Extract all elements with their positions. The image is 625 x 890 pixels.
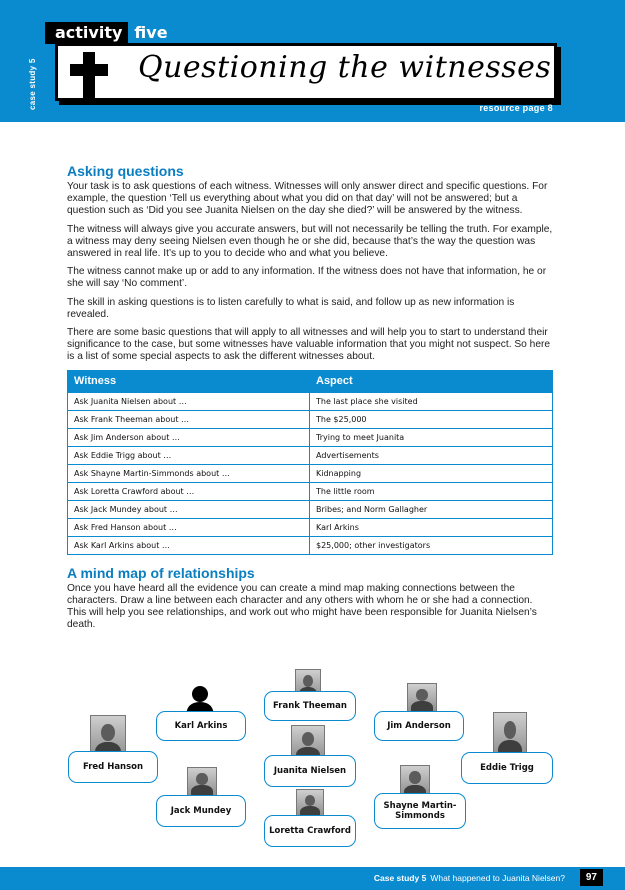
footer-band xyxy=(0,867,625,890)
aspect-cell: Trying to meet Juanita xyxy=(310,428,553,446)
mind-map xyxy=(0,675,625,850)
footer-text xyxy=(374,873,565,883)
footer-case: Case study 5 xyxy=(373,873,427,883)
node-jack-mundey: Jack Mundey xyxy=(156,795,246,827)
activity-number: five xyxy=(128,22,173,44)
table-row xyxy=(68,536,553,554)
footer-subtitle: What happened to Juanita Nielsen? xyxy=(430,873,565,883)
witness-table xyxy=(67,370,553,555)
aspect-cell: Bribes; and Norm Gallagher xyxy=(310,500,553,518)
table-row xyxy=(68,482,553,500)
witness-cell: Ask Loretta Crawford about … xyxy=(68,482,310,500)
aspect-cell: Kidnapping xyxy=(310,464,553,482)
witness-cell: Ask Karl Arkins about … xyxy=(68,536,310,554)
loretta-crawford-photo xyxy=(296,789,324,817)
paragraph: The witness will always give you accurate answers, but will not necessarily be telling the truth. For example, a witness may deny seeing Nielsen even though he or she did, because that’s the way the question was answered in real life. It’s up to you to decide who and what you believe. xyxy=(67,223,553,260)
table-row xyxy=(68,392,553,410)
case-study-side-label: case study 5 xyxy=(28,58,37,110)
table-row xyxy=(68,518,553,536)
table-row xyxy=(68,464,553,482)
witness-cell: Ask Jim Anderson about … xyxy=(68,428,310,446)
node-frank-theeman: Frank Theeman xyxy=(264,691,356,721)
paragraph: Your task is to ask questions of each witness. Witnesses will only answer direct and specific questions. For example, the question ‘Tell us everything about what you did on that day’ will not be answered; but a question such as ‘Did you see Juanita Nielsen on the day she died?’ will be answered by the witness. xyxy=(67,181,548,217)
title-box xyxy=(55,43,557,101)
node-loretta-crawford: Loretta Crawford xyxy=(264,815,356,847)
asking-questions-heading: Asking questions xyxy=(67,163,184,179)
mind-map-heading: A mind map of relationships xyxy=(67,564,255,581)
jack-mundey-photo xyxy=(187,767,217,797)
witness-cell: Ask Frank Theeman about … xyxy=(68,410,310,428)
jim-anderson-photo xyxy=(407,683,437,713)
witness-cell: Ask Juanita Nielsen about … xyxy=(68,392,310,410)
aspect-cell: Advertisements xyxy=(310,446,553,464)
witness-cell: Ask Shayne Martin-Simmonds about … xyxy=(68,464,310,482)
page-title: Questioning the witnesses xyxy=(138,50,552,85)
activity-word: activity xyxy=(45,22,128,44)
aspect-cell: The last place she visited xyxy=(310,392,553,410)
node-juanita-nielsen: Juanita Nielsen xyxy=(264,755,356,787)
node-karl-arkins: Karl Arkins xyxy=(156,711,246,741)
main-content xyxy=(67,163,553,637)
witness-cell: Ask Jack Mundey about … xyxy=(68,500,310,518)
node-fred-hanson: Fred Hanson xyxy=(68,751,158,783)
aspect-cell: The little room xyxy=(310,482,553,500)
table-row xyxy=(68,446,553,464)
paragraph: The skill in asking questions is to listen carefully to what is said, and follow up as new information is revealed. xyxy=(67,296,515,320)
activity-tab xyxy=(45,22,174,44)
aspect-cell: The $25,000 xyxy=(310,410,553,428)
table-row xyxy=(68,500,553,518)
paragraph: Once you have heard all the evidence you can create a mind map making connections between the characters. Draw a line between each character and any others with whom he or she had a connection. This will help you see relationships, and work out who might have been responsible for Juanita Nielsen’s death. xyxy=(67,582,537,631)
resource-page-label: resource page 8 xyxy=(479,103,553,113)
node-jim-anderson: Jim Anderson xyxy=(374,711,464,741)
paragraph: The witness cannot make up or add to any information. If the witness does not have that information, he or she will say ‘No comment’. xyxy=(67,266,547,290)
aspect-column-header: Aspect xyxy=(310,370,553,392)
aspect-cell: $25,000; other investigators xyxy=(310,536,553,554)
cross-icon xyxy=(70,52,108,98)
witness-cell: Ask Eddie Trigg about … xyxy=(68,446,310,464)
witness-column-header: Witness xyxy=(68,370,310,392)
paragraph: There are some basic questions that will apply to all witnesses and will help you to start to understand their significance to the case, but some witnesses have valuable information that you might not suspect. So here is a list of some special aspects to ask the different witnesses about. xyxy=(67,327,551,363)
witness-cell: Ask Fred Hanson about … xyxy=(68,518,310,536)
aspect-cell: Karl Arkins xyxy=(310,518,553,536)
table-row xyxy=(68,410,553,428)
node-shayne-martin-simmonds: Shayne Martin-Simmonds xyxy=(374,793,466,829)
table-row xyxy=(68,428,553,446)
page-number: 97 xyxy=(580,869,603,886)
node-eddie-trigg: Eddie Trigg xyxy=(461,752,553,784)
